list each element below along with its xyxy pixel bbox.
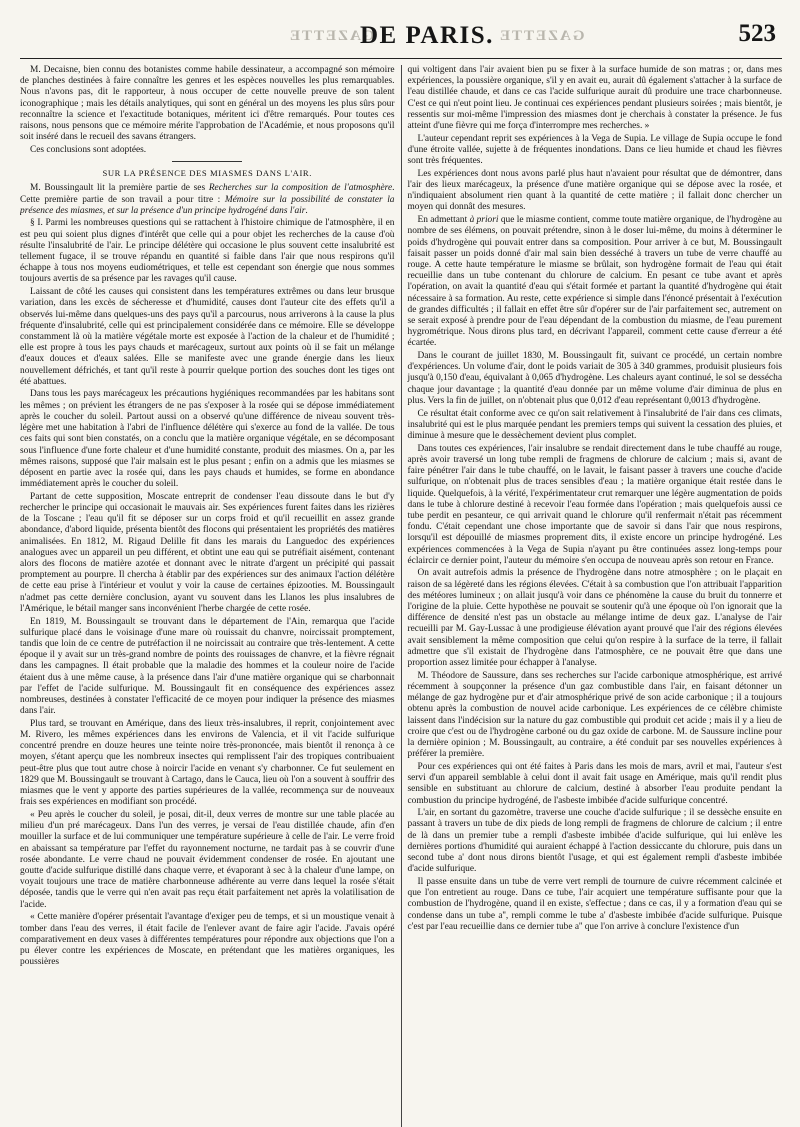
- italic-phrase: à priori: [469, 215, 499, 226]
- right-column: [402, 65, 783, 1127]
- paragraph: M. Théodore de Saussure, dans ses recherches sur l'acide carbonique atmosphérique, est arrivé récemment à soupçonner la présence d'un gaz combustible dans l'air, en faisant détonner un mélange de gaz hydrogène pur et d'air atmosphérique privé de son acide carbonique ; il a toujours obtenu après la combustion de nouvel acide carbonique. Les expériences de ce célèbre chimiste laissent dans l'indécision sur la nature du gaz combustible qui produit cet acide ; mais il y a lieu de croire que c'est ou de l'hydrogène carboné ou du gaz oxide de carbone. M. de Saussure incline pour la dernière opinion ; M. Boussingault, au contraire, a été conduit par ses nouvelles expériences à préférer la première.: [407, 670, 782, 760]
- paragraph: En 1819, M. Boussingault se trouvant dans le département de l'Ain, remarqua que l'acide sulfurique placé dans le voisinage d'une mare où rouissait du chanvre, noircissait promptement, tandis que loin de ce centre de putréfaction il ne noircissait au contraire que très-lentement. A cette époque il y avait sur un très-grand nombre de points des rouissages de chanvre, et la fièvre régnait dans les campagnes. Il était probable que la maladie des hommes et la couleur noire de l'acide étaient dus à une même cause, à la présence dans l'air d'une matière organique qui se charbonnait par l'effet de l'acide sulfurique. M. Boussingault fit en conséquence des expériences assez nombreuses, destinées à constater l'efficacité de ce moyen pour indiquer la présence des miasmes dans l'air.: [20, 616, 395, 717]
- paragraph: Dans tous les pays marécageux les précautions hygiéniques recommandées par les habitans sont les mêmes ; on prévient les étrangers de ne pas s'exposer à la rosée qui se dépose immédiatement après le coucher du soleil. Partout aussi on a observé qu'une différence de niveau souvent très-légère met une habitation à l'abri de l'influence délétère qui s'exerce au fond de la vallée. De tous ces faits qui sont bien constatés, on a conclu que la matière organique végétale, en se décomposant sous l'influence d'une forte chaleur et d'une humidité constante, produit des miasmes. On a, par les mêmes raisons, supposé que l'air malsain est le plus pesant ; enfin on a admis que les miasmes se déposent en partie avec la rosée qui, dans les pays chauds et humides, se forme en abondance immédiatement après le coucher du soleil.: [20, 389, 395, 490]
- paragraph: On avait autrefois admis la présence de l'hydrogène dans notre atmosphère ; on le plaçait en raison de sa légèreté dans les régions élevées. C'était à sa combustion que l'on attribuait l'apparition des météores lumineux ; on allait jusqu'à voir dans ce phénomène la cause du bruit du tonnerre et l'origine de la pluie. Cette hypothèse ne pouvait se soutenir qu'à une époque où l'on ignorait que la différence de densité n'est pas un obstacle au mélange intime de deux gaz. L'analyse de l'air recueilli par M. Gay-Lussac à une prodigieuse élévation ayant prouvé que l'air des régions élevées avait sensiblement la même composition que celui qu'on respire à la surface de la terre, il fallait admettre que s'il existait de l'hydrogène dans l'atmosphère, ce ne pouvait être que dans une proportion assez limitée pour échapper à l'analyse.: [407, 568, 782, 669]
- paragraph: L'air, en sortant du gazomètre, traverse une couche d'acide sulfurique ; il se dessèche ensuite en passant à travers un tube de dix pieds de long rempli de fragmens de chlorure de calcium ; il entre de là dans un premier tube a rempli d'asbeste imbibée d'acide sulfurique, qui lui enlève les dernières portions d'humidité qui auraient échappé à l'action dessiccante du chlorure, puis dans un second tube a' dont nous dirons bientôt l'usage, et qui est également rempli d'asbeste imbibée d'acide sulfurique.: [407, 808, 782, 875]
- page-title: DE PARIS.: [360, 22, 494, 49]
- section-title: SUR LA PRÉSENCE DES MIASMES DANS L'AIR.: [102, 168, 312, 179]
- paragraph: Pour ces expériences qui ont été faites à Paris dans les mois de mars, avril et mai, l'auteur s'est servi d'un appareil semblable à celui dont il avait fait usage en Amérique, mais qu'il rendit plus sensible en substituant au chlorure de calcium, destiné à absorber l'eau produite pendant la combustion du principe hydrogéné, de l'asbeste imbibée d'acide sulfurique concentré.: [407, 761, 782, 806]
- bleed-through-text-right: GAZETTE: [498, 28, 585, 44]
- paragraph: Dans toutes ces expériences, l'air insalubre se rendait directement dans le tube chauffé au rouge, après avoir traversé un long tube rempli de fragmens de chlorure de calcium ; mais si, avant de faire pénétrer l'air dans le tube chauffé, on le lavait, le faisant passer à travers une couche d'acide sulfurique, on n'obtenait plus de traces sensibles d'eau ; la matière organique était restée dans le liquide. Quelquefois, à la vérité, l'expérimentateur crut remarquer une légère augmentation de poids dans le tube à chlorure destiné à recevoir l'eau formée dans l'opération ; mais quelquefois aussi ce tube perdit en pesanteur, ce qui arrivait quand le chlorure qu'il renfermait n'était pas récemment fondu. C'était cependant une chose importante que de savoir si dans l'air que nous respirons, lorsqu'il est dépouillé de miasmes proprement dits, il existe encore un principe hydrogéné. Les expériences commencées à la Vega de Supia n'ayant pu être continuées assez long-temps pour éclaircir ce dernier point, l'auteur du mémoire s'en occupa de nouveau après son retour en France.: [407, 443, 782, 566]
- paragraph: [20, 183, 395, 217]
- paragraph: Ce résultat était conforme avec ce qu'on sait relativement à l'insalubrité de l'air dans ces climats, insalubrité qui est le plus marquée pendant les premiers temps qui suivent la cessation des pluies, et diminue à mesure que le dessèchement devient plus complet.: [407, 408, 782, 441]
- text-run: En admettant: [417, 215, 470, 226]
- masthead: [20, 14, 782, 59]
- paragraph: qui voltigent dans l'air avaient bien pu se fixer à la surface humide de son matras ; or, dans mes expériences, la poussière organique, s'il y en avait eu, aurait dû également s'attacher à la surface de l'eau distillée chaude, et dans ce cas l'acide sulfurique aurait dû produire une trace charbonneuse. C'est ce qui n'eut point lieu. Je continuai ces expériences pendant plusieurs soirées ; mais bientôt, je ressentis sur moi-même l'impression des miasmes dont je cherchais à constater la présence. Je fus atteint d'une fièvre qui me força d'interrompre mes recherches. »: [407, 65, 782, 132]
- paragraph: § I. Parmi les nombreuses questions qui se rattachent à l'histoire chimique de l'atmosphère, il en est peu qui soient plus dignes d'intérêt que celle qui a pour objet les recherches de la cause d'où résulte l'insalubrité de l'air. Le principe délétère qui occasione le plus souvent cette insalubrité est tellement fugace, il se trouve répandu en quantité si faible dans l'air que nous respirons qu'il échappe à tous nos moyens eudiométriques, et telle est cependant son énergie que nous sommes toujours avertis de sa présence par les ravages qu'il cause.: [20, 218, 395, 285]
- section-divider: [172, 161, 242, 162]
- text-run: que le miasme contient, comme toute matière organique, de l'hydrogène au nombre de ses élémens, on pouvait prétendre, sinon à le doser lui-même, du moins à déterminer le poids d'hydrogène qui pouvait entrer dans sa composition. Pour arriver à ce but, M. Boussingault faisait passer un poids donné d'air mal sain bien desséché à travers un tube de verre chauffé au rouge. A cette haute température le miasme se brûlait, son hydrogène formait de l'eau qui était recueillie dans un tube contenant du chlorure de calcium. En pesant ce tube avant et après l'opération, on avait la quantité d'eau qui s'était formée et partant la quantité d'hydrogène qui était nécessaire à sa formation. Au reste, cette expérience si simple dans l'énoncé présentait à l'exécution de grandes difficultés ; il fallait en effet être sûr d'opérer sur de l'air parfaitement sec, autrement on se serait exposé à prendre pour de l'eau dépendant de la combustion du miasme, de l'eau purement hygrométrique. Nous dirons plus tard, en décrivant l'appareil, comment cette cause d'erreur a été écartée.: [407, 215, 782, 349]
- paragraph: « Cette manière d'opérer présentait l'avantage d'exiger peu de temps, et si un moustique venait à tomber dans l'eau des verres, il était facile de l'enlever avant de faire agir l'acide. J'avais opéré comparativement en deux vases à différentes températures pour répondre aux objections que l'on a pu élever contre les expériences de Moscate, en prétendant que les matières organiques, les poussières: [20, 912, 395, 968]
- paragraph: Ces conclusions sont adoptées.: [30, 144, 147, 155]
- article-columns: [20, 65, 782, 1127]
- italic-title: Mémoire sur la possibilité de constater la présence des miasmes, et sur la présence d'un principe hydrogéné dans l'air: [20, 194, 395, 216]
- paragraph: Plus tard, se trouvant en Amérique, dans des lieux très-insalubres, il reprit, conjointement avec M. Rivero, les mêmes expériences dans les environs de Valencia, et il vit l'acide sulfurique concentré prendre en douze heures une teinte noire très-prononcée, mais bientôt il renonça à ce moyen, s'étant aperçu que les nombreux insectes qui remplissent l'air des tropiques contribuaient peut-être plus que tout autre chose à noircir l'acide en venant s'y charbonner. Ce fut seulement en 1829 que M. Boussingault se trouvant à Cartago, dans le Cauca, lieu où l'on a souvent à souffrir des miasmes que le vent y apporte des parties supérieures de la vallée, recommença sur de nouveaux frais ses expériences en modifiant son procédé.: [20, 718, 395, 808]
- paragraph: Il passe ensuite dans un tube de verre vert rempli de tournure de cuivre récemment calcinée et que l'on entretient au rouge. Dans ce tube, l'air acquiert une température suffisante pour que la combustion de l'hydrogène, quand il en existe, s'effectue ; dans ce cas, il y a formation d'eau qui se condense dans un tube a'', rempli comme le tube a' d'asbeste imbibée d'acide sulfurique. Puisque c'est par l'eau recueillie dans ce dernier tube a'' que l'on arrive à conclure l'existence d'un: [407, 876, 782, 932]
- page-number: 523: [738, 20, 776, 47]
- paragraph: Les expériences dont nous avons parlé plus haut n'avaient pour résultat que de démontrer, dans l'air des lieux marécageux, la présence d'une matière organique qui se dépose avec la rosée, et n'indiquaient absolument rien quant à la quantité de cette matière ; il fallait donc chercher un moyen qui donnât des mesures.: [407, 168, 782, 213]
- paragraph: [408, 215, 783, 349]
- left-column: [20, 65, 402, 1127]
- italic-title: Recherches sur la composition de l'atmosphère: [208, 183, 393, 194]
- text-run: . Cette première partie de son travail a pour titre :: [20, 183, 395, 205]
- bleed-through-text-left: GAZETTE: [288, 28, 375, 44]
- text-run: .: [305, 205, 308, 216]
- paragraph: Dans le courant de juillet 1830, M. Boussingault fit, suivant ce procédé, un certain nombre d'expériences. Un volume d'air, dont le poids variait de 305 à 340 grammes, produisit plusieurs fois jusqu'à 0,150 d'eau, équivalant à 0,065 d'hydrogène. Les chaleurs ayant continué, le sol se dessécha chaque jour davantage ; la quantité d'eau donnée par un même volume d'air diminua de plus en plus. Vers la fin de juillet, on n'obtenait plus que 0,012 d'eau représentant 0,0013 d'hydrogène.: [407, 351, 782, 406]
- paragraph: Partant de cette supposition, Moscate entreprit de condenser l'eau dissoute dans le but d'y rechercher le principe qui occasionait le mauvais air. Ses expériences furent faites dans les rizières de la Toscane ; l'eau qu'il fit se déposer sur un corps froid et qu'il recueillit en assez grande abondance, d'abord liquide, présenta bientôt des flocons qui présentaient les propriétés des matières animalisées. En 1812, M. Rigaud Delille fit dans les marais du Languedoc des expériences analogues avec un appareil un peu différent, et obtint une eau qui se putréfiait aisément, contenant alors des flocons de matière azotée et donnant avec le nitrate d'argent un précipité qui passait promptement au pourpre. Il chercha à établir par des expériences sur des animaux l'action délétère de cette eau prise à l'intérieur et voulut y voir la cause de certaines épizooties. M. Boussingault n'admet pas cette dernière conclusion, ayant vu souvent dans les Llanos les plus insalubres de l'Amérique, le bétail manger sans inconvénient l'herbe chargée de cette rosée.: [20, 491, 395, 614]
- paragraph: « Peu après le coucher du soleil, je posai, dit-il, deux verres de montre sur une table placée au milieu d'un pré marécageux. Dans l'un des verres, je versai de l'eau distillée chaude, afin d'en mouiller la surface et de lui communiquer une température supérieure à celle de l'air. Le verre froid en abaissant sa température par l'effet du rayonnement nocturne, ne tardait pas à se couvrir d'une rosée abondante. Le verre chaud ne pouvait évidemment condenser de rosée. En ajoutant une goutte d'acide sulfurique distillé dans chaque verre, et évaporant à sec à la chaleur d'une lampe, on voyait toujours une trace de matière charbonneuse adhérente au verre dans lequel la rosée s'était déposée, tandis que le verre qui n'en avait pas reçu était parfaitement net après la volatilisation de l'acide.: [20, 810, 395, 910]
- paragraph: M. Decaisne, bien connu des botanistes comme habile dessinateur, a accompagné son mémoire de planches destinées à faire connaître les genres et les espèces nouvelles les plus remarquables. Nous n'avons pas, dit le rapporteur, à nous occuper de cette nouvelle preuve de son talent iconographique ; mais les détails analytiques, qui sont en général un des moyens les plus sûrs pour reconnaître la science et l'exactitude botaniques, méritent ici d'être remarqués. Pour toutes ces raisons, nous pensons que ce mémoire mérite l'approbation de l'Académie, et nous proposons qu'il soit inséré dans le recueil des savans étrangers.: [20, 65, 395, 143]
- paragraph: L'auteur cependant reprit ses expériences à la Vega de Supia. Le village de Supia occupe le fond d'une étroite vallée, sujette à de fréquentes inondations. Dans ce lieu humide et chaud les fièvres sont très fréquentes.: [407, 133, 782, 167]
- paragraph: Laissant de côté les causes qui consistent dans les températures extrêmes ou dans leur brusque variation, dans les excès de sécheresse et d'humidité, causes dont l'auteur cite des effets qu'il a observés lui-même dans quelques-uns des pays qu'il a parcourus, nous arriverons à la cause la plus fréquente d'insalubrité, celle qui est principalement considérée dans ce mémoire. Elle se développe constamment là où la matière végétale morte est exposée à l'action de la chaleur et de l'humidité ; elle est propre à tous les pays chauds et marécageux, surtout aux points où il se fait un mélange d'eaux douces et d'eaux salées. Elle se manifeste avec une grande énergie dans les lieux nouvellement défrichés, et tant qu'il reste à pourrir quelque portion des souches dont les tiges ont été abattues.: [20, 287, 395, 387]
- text-run: M. Boussingault lit la première partie de ses: [30, 183, 209, 194]
